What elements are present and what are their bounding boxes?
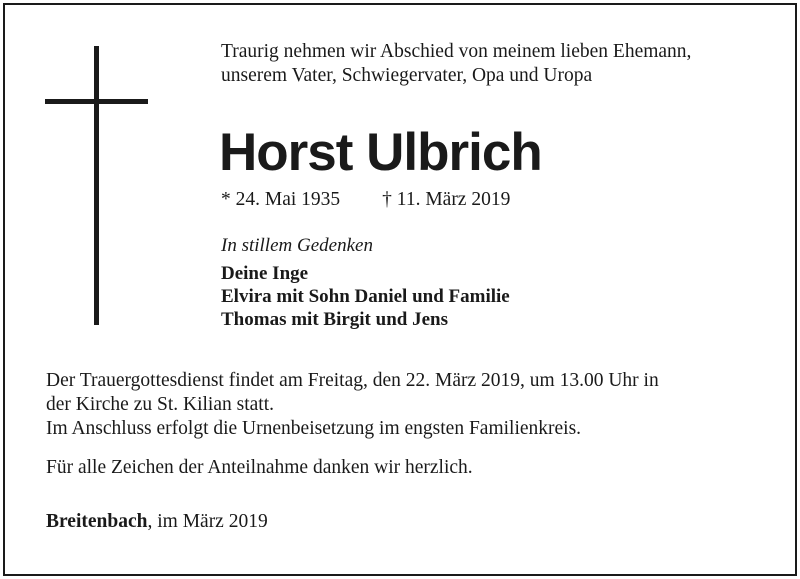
- intro-text: [221, 40, 691, 88]
- life-dates: [221, 188, 510, 212]
- family-member: Deine Inge: [221, 263, 309, 284]
- birth-date: * 24. Mai 1935: [221, 189, 341, 210]
- thanks-text: Für alle Zeichen der Anteilnahme danken wir herzlich.: [46, 457, 473, 478]
- signature-date: , im März 2019: [147, 511, 268, 532]
- service-line-3: Im Anschluss erfolgt die Urnenbeisetzung im engsten Familienkreis.: [46, 418, 582, 439]
- family-member: Elvira mit Sohn Daniel und Familie: [221, 286, 510, 307]
- family-member: Thomas mit Birgit und Jens: [221, 309, 448, 330]
- intro-line-2: unserem Vater, Schwiegervater, Opa und Uropa: [221, 65, 593, 86]
- signature: [46, 510, 268, 534]
- cross-icon-vertical-bar: [94, 46, 99, 325]
- signature-place: Breitenbach: [46, 511, 148, 532]
- service-info: [46, 369, 659, 441]
- cross-icon-horizontal-bar: [45, 99, 148, 104]
- service-line-2: der Kirche zu St. Kilian statt.: [46, 394, 274, 415]
- service-line-1: Der Trauergottesdienst findet am Freitag, den 22. März 2019, um 13.00 Uhr in: [46, 370, 659, 391]
- death-date: † 11. März 2019: [382, 189, 511, 210]
- intro-line-1: Traurig nehmen wir Abschied von meinem lieben Ehemann,: [221, 41, 692, 62]
- family-list: [221, 262, 510, 331]
- deceased-name: Horst Ulbrich: [219, 123, 542, 182]
- memory-heading: In stillem Gedenken: [221, 235, 373, 256]
